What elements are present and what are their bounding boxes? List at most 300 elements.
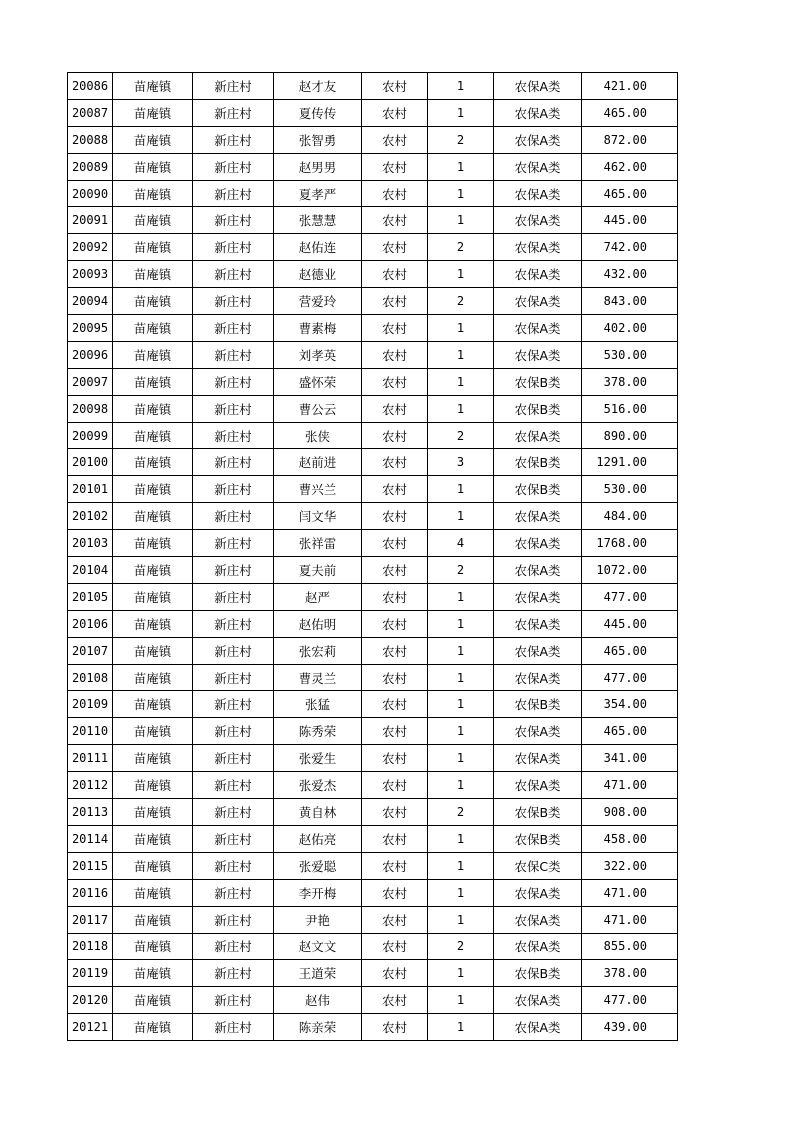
person-name-cell: 赵前进 <box>274 449 362 476</box>
household-type-cell: 农村 <box>362 718 428 745</box>
table-row <box>68 933 678 960</box>
amount-cell: 471.00 <box>582 879 678 906</box>
insurance-category-cell: 农保C类 <box>494 852 582 879</box>
person-name-cell: 陈亲荣 <box>274 1014 362 1041</box>
village-cell: 新庄村 <box>193 1014 274 1041</box>
village-cell: 新庄村 <box>193 825 274 852</box>
member-count-cell: 2 <box>428 126 494 153</box>
table-row <box>68 288 678 315</box>
household-type-cell: 农村 <box>362 852 428 879</box>
member-count-cell: 1 <box>428 261 494 288</box>
household-type-cell: 农村 <box>362 126 428 153</box>
household-type-cell: 农村 <box>362 153 428 180</box>
insurance-category-cell: 农保B类 <box>494 825 582 852</box>
table-row <box>68 99 678 126</box>
town-cell: 苗庵镇 <box>113 852 193 879</box>
household-type-cell: 农村 <box>362 395 428 422</box>
town-cell: 苗庵镇 <box>113 583 193 610</box>
insurance-category-cell: 农保A类 <box>494 99 582 126</box>
amount-cell: 530.00 <box>582 476 678 503</box>
insurance-category-cell: 农保B类 <box>494 449 582 476</box>
amount-cell: 516.00 <box>582 395 678 422</box>
insurance-category-cell: 农保A类 <box>494 153 582 180</box>
record-id-cell: 20102 <box>68 503 113 530</box>
village-cell: 新庄村 <box>193 422 274 449</box>
insurance-category-cell: 农保A类 <box>494 610 582 637</box>
record-id-cell: 20110 <box>68 718 113 745</box>
amount-cell: 872.00 <box>582 126 678 153</box>
record-id-cell: 20087 <box>68 99 113 126</box>
record-id-cell: 20094 <box>68 288 113 315</box>
household-type-cell: 农村 <box>362 315 428 342</box>
record-id-cell: 20106 <box>68 610 113 637</box>
town-cell: 苗庵镇 <box>113 126 193 153</box>
member-count-cell: 1 <box>428 772 494 799</box>
amount-cell: 855.00 <box>582 933 678 960</box>
amount-cell: 484.00 <box>582 503 678 530</box>
member-count-cell: 1 <box>428 852 494 879</box>
person-name-cell: 赵佑明 <box>274 610 362 637</box>
insurance-category-cell: 农保A类 <box>494 583 582 610</box>
household-type-cell: 农村 <box>362 583 428 610</box>
person-name-cell: 张猛 <box>274 691 362 718</box>
amount-cell: 471.00 <box>582 772 678 799</box>
amount-cell: 378.00 <box>582 368 678 395</box>
record-id-cell: 20099 <box>68 422 113 449</box>
village-cell: 新庄村 <box>193 772 274 799</box>
member-count-cell: 1 <box>428 718 494 745</box>
town-cell: 苗庵镇 <box>113 987 193 1014</box>
household-type-cell: 农村 <box>362 207 428 234</box>
person-name-cell: 陈秀荣 <box>274 718 362 745</box>
table-row <box>68 879 678 906</box>
person-name-cell: 盛怀荣 <box>274 368 362 395</box>
household-type-cell: 农村 <box>362 288 428 315</box>
amount-cell: 471.00 <box>582 906 678 933</box>
table-row <box>68 1014 678 1041</box>
person-name-cell: 曹素梅 <box>274 315 362 342</box>
insurance-category-cell: 农保A类 <box>494 503 582 530</box>
person-name-cell: 赵才友 <box>274 73 362 100</box>
village-cell: 新庄村 <box>193 960 274 987</box>
record-id-cell: 20113 <box>68 799 113 826</box>
person-name-cell: 赵文文 <box>274 933 362 960</box>
member-count-cell: 1 <box>428 153 494 180</box>
person-name-cell: 赵佑亮 <box>274 825 362 852</box>
amount-cell: 465.00 <box>582 718 678 745</box>
town-cell: 苗庵镇 <box>113 315 193 342</box>
record-id-cell: 20088 <box>68 126 113 153</box>
town-cell: 苗庵镇 <box>113 449 193 476</box>
record-id-cell: 20105 <box>68 583 113 610</box>
record-id-cell: 20086 <box>68 73 113 100</box>
person-name-cell: 张爱聪 <box>274 852 362 879</box>
insurance-category-cell: 农保A类 <box>494 126 582 153</box>
amount-cell: 1072.00 <box>582 557 678 584</box>
member-count-cell: 3 <box>428 449 494 476</box>
insurance-category-cell: 农保A类 <box>494 207 582 234</box>
insurance-category-cell: 农保B类 <box>494 395 582 422</box>
table-row <box>68 691 678 718</box>
amount-cell: 843.00 <box>582 288 678 315</box>
insurance-category-cell: 农保A类 <box>494 180 582 207</box>
household-type-cell: 农村 <box>362 960 428 987</box>
record-id-cell: 20101 <box>68 476 113 503</box>
record-id-cell: 20091 <box>68 207 113 234</box>
village-cell: 新庄村 <box>193 126 274 153</box>
member-count-cell: 1 <box>428 906 494 933</box>
table-row <box>68 368 678 395</box>
person-name-cell: 夏孝严 <box>274 180 362 207</box>
town-cell: 苗庵镇 <box>113 772 193 799</box>
household-type-cell: 农村 <box>362 906 428 933</box>
town-cell: 苗庵镇 <box>113 637 193 664</box>
amount-cell: 445.00 <box>582 207 678 234</box>
member-count-cell: 1 <box>428 637 494 664</box>
record-id-cell: 20107 <box>68 637 113 664</box>
table-row <box>68 664 678 691</box>
table-row <box>68 906 678 933</box>
town-cell: 苗庵镇 <box>113 153 193 180</box>
record-id-cell: 20100 <box>68 449 113 476</box>
record-id-cell: 20111 <box>68 745 113 772</box>
record-id-cell: 20114 <box>68 825 113 852</box>
table-row <box>68 610 678 637</box>
person-name-cell: 张侠 <box>274 422 362 449</box>
table-row <box>68 772 678 799</box>
record-id-cell: 20121 <box>68 1014 113 1041</box>
village-cell: 新庄村 <box>193 368 274 395</box>
member-count-cell: 1 <box>428 1014 494 1041</box>
household-type-cell: 农村 <box>362 422 428 449</box>
record-id-cell: 20119 <box>68 960 113 987</box>
table-row <box>68 718 678 745</box>
member-count-cell: 1 <box>428 315 494 342</box>
village-cell: 新庄村 <box>193 718 274 745</box>
household-type-cell: 农村 <box>362 664 428 691</box>
member-count-cell: 1 <box>428 180 494 207</box>
roster-body <box>68 73 678 1041</box>
record-id-cell: 20103 <box>68 530 113 557</box>
table-row <box>68 476 678 503</box>
household-type-cell: 农村 <box>362 879 428 906</box>
record-id-cell: 20104 <box>68 557 113 584</box>
insurance-category-cell: 农保A类 <box>494 718 582 745</box>
table-row <box>68 395 678 422</box>
table-row <box>68 234 678 261</box>
insurance-category-cell: 农保A类 <box>494 933 582 960</box>
household-type-cell: 农村 <box>362 691 428 718</box>
village-cell: 新庄村 <box>193 691 274 718</box>
town-cell: 苗庵镇 <box>113 341 193 368</box>
person-name-cell: 夏传传 <box>274 99 362 126</box>
amount-cell: 439.00 <box>582 1014 678 1041</box>
person-name-cell: 赵男男 <box>274 153 362 180</box>
town-cell: 苗庵镇 <box>113 368 193 395</box>
village-cell: 新庄村 <box>193 476 274 503</box>
town-cell: 苗庵镇 <box>113 718 193 745</box>
household-type-cell: 农村 <box>362 610 428 637</box>
table-row <box>68 852 678 879</box>
table-row <box>68 449 678 476</box>
village-cell: 新庄村 <box>193 637 274 664</box>
amount-cell: 530.00 <box>582 341 678 368</box>
town-cell: 苗庵镇 <box>113 503 193 530</box>
household-type-cell: 农村 <box>362 933 428 960</box>
table-row <box>68 503 678 530</box>
village-cell: 新庄村 <box>193 906 274 933</box>
table-row <box>68 341 678 368</box>
household-type-cell: 农村 <box>362 99 428 126</box>
insurance-category-cell: 农保B类 <box>494 476 582 503</box>
town-cell: 苗庵镇 <box>113 530 193 557</box>
table-row <box>68 583 678 610</box>
amount-cell: 378.00 <box>582 960 678 987</box>
amount-cell: 341.00 <box>582 745 678 772</box>
member-count-cell: 1 <box>428 503 494 530</box>
insurance-category-cell: 农保B类 <box>494 691 582 718</box>
insurance-category-cell: 农保A类 <box>494 73 582 100</box>
insurance-category-cell: 农保A类 <box>494 906 582 933</box>
person-name-cell: 张祥雷 <box>274 530 362 557</box>
town-cell: 苗庵镇 <box>113 960 193 987</box>
household-type-cell: 农村 <box>362 1014 428 1041</box>
person-name-cell: 张爱生 <box>274 745 362 772</box>
table-row <box>68 987 678 1014</box>
village-cell: 新庄村 <box>193 852 274 879</box>
town-cell: 苗庵镇 <box>113 261 193 288</box>
record-id-cell: 20112 <box>68 772 113 799</box>
town-cell: 苗庵镇 <box>113 180 193 207</box>
record-id-cell: 20117 <box>68 906 113 933</box>
amount-cell: 477.00 <box>582 987 678 1014</box>
member-count-cell: 1 <box>428 99 494 126</box>
table-row <box>68 530 678 557</box>
member-count-cell: 1 <box>428 987 494 1014</box>
person-name-cell: 夏夫前 <box>274 557 362 584</box>
insurance-category-cell: 农保A类 <box>494 745 582 772</box>
amount-cell: 477.00 <box>582 664 678 691</box>
household-type-cell: 农村 <box>362 637 428 664</box>
insurance-category-cell: 农保A类 <box>494 288 582 315</box>
town-cell: 苗庵镇 <box>113 476 193 503</box>
household-type-cell: 农村 <box>362 745 428 772</box>
town-cell: 苗庵镇 <box>113 234 193 261</box>
village-cell: 新庄村 <box>193 180 274 207</box>
amount-cell: 458.00 <box>582 825 678 852</box>
village-cell: 新庄村 <box>193 261 274 288</box>
record-id-cell: 20108 <box>68 664 113 691</box>
person-name-cell: 张爱杰 <box>274 772 362 799</box>
table-row <box>68 315 678 342</box>
town-cell: 苗庵镇 <box>113 745 193 772</box>
town-cell: 苗庵镇 <box>113 906 193 933</box>
table-row <box>68 557 678 584</box>
village-cell: 新庄村 <box>193 73 274 100</box>
person-name-cell: 曹兴兰 <box>274 476 362 503</box>
amount-cell: 477.00 <box>582 583 678 610</box>
record-id-cell: 20093 <box>68 261 113 288</box>
village-cell: 新庄村 <box>193 315 274 342</box>
member-count-cell: 1 <box>428 664 494 691</box>
member-count-cell: 2 <box>428 557 494 584</box>
table-row <box>68 180 678 207</box>
member-count-cell: 2 <box>428 234 494 261</box>
village-cell: 新庄村 <box>193 557 274 584</box>
village-cell: 新庄村 <box>193 449 274 476</box>
record-id-cell: 20115 <box>68 852 113 879</box>
table-row <box>68 73 678 100</box>
town-cell: 苗庵镇 <box>113 422 193 449</box>
amount-cell: 890.00 <box>582 422 678 449</box>
town-cell: 苗庵镇 <box>113 207 193 234</box>
table-row <box>68 153 678 180</box>
household-type-cell: 农村 <box>362 180 428 207</box>
amount-cell: 432.00 <box>582 261 678 288</box>
village-cell: 新庄村 <box>193 153 274 180</box>
amount-cell: 445.00 <box>582 610 678 637</box>
village-cell: 新庄村 <box>193 987 274 1014</box>
village-cell: 新庄村 <box>193 610 274 637</box>
amount-cell: 354.00 <box>582 691 678 718</box>
insurance-category-cell: 农保A类 <box>494 879 582 906</box>
village-cell: 新庄村 <box>193 99 274 126</box>
insurance-category-cell: 农保A类 <box>494 530 582 557</box>
household-type-cell: 农村 <box>362 987 428 1014</box>
record-id-cell: 20095 <box>68 315 113 342</box>
member-count-cell: 4 <box>428 530 494 557</box>
member-count-cell: 1 <box>428 879 494 906</box>
table-row <box>68 637 678 664</box>
household-type-cell: 农村 <box>362 368 428 395</box>
member-count-cell: 1 <box>428 960 494 987</box>
person-name-cell: 张智勇 <box>274 126 362 153</box>
member-count-cell: 2 <box>428 933 494 960</box>
household-type-cell: 农村 <box>362 557 428 584</box>
person-name-cell: 李开梅 <box>274 879 362 906</box>
insurance-category-cell: 农保A类 <box>494 637 582 664</box>
village-cell: 新庄村 <box>193 288 274 315</box>
insurance-category-cell: 农保B类 <box>494 799 582 826</box>
table-row <box>68 261 678 288</box>
insurance-category-cell: 农保A类 <box>494 422 582 449</box>
amount-cell: 465.00 <box>582 637 678 664</box>
member-count-cell: 1 <box>428 610 494 637</box>
amount-cell: 1768.00 <box>582 530 678 557</box>
household-type-cell: 农村 <box>362 261 428 288</box>
member-count-cell: 1 <box>428 207 494 234</box>
record-id-cell: 20090 <box>68 180 113 207</box>
amount-cell: 742.00 <box>582 234 678 261</box>
amount-cell: 322.00 <box>582 852 678 879</box>
amount-cell: 402.00 <box>582 315 678 342</box>
town-cell: 苗庵镇 <box>113 610 193 637</box>
town-cell: 苗庵镇 <box>113 1014 193 1041</box>
benefit-roster-table <box>67 72 678 1041</box>
record-id-cell: 20118 <box>68 933 113 960</box>
record-id-cell: 20109 <box>68 691 113 718</box>
household-type-cell: 农村 <box>362 503 428 530</box>
village-cell: 新庄村 <box>193 341 274 368</box>
amount-cell: 465.00 <box>582 99 678 126</box>
insurance-category-cell: 农保A类 <box>494 1014 582 1041</box>
member-count-cell: 1 <box>428 341 494 368</box>
insurance-category-cell: 农保A类 <box>494 772 582 799</box>
member-count-cell: 1 <box>428 368 494 395</box>
person-name-cell: 尹艳 <box>274 906 362 933</box>
member-count-cell: 1 <box>428 395 494 422</box>
town-cell: 苗庵镇 <box>113 395 193 422</box>
person-name-cell: 曹灵兰 <box>274 664 362 691</box>
town-cell: 苗庵镇 <box>113 879 193 906</box>
amount-cell: 465.00 <box>582 180 678 207</box>
person-name-cell: 曹公云 <box>274 395 362 422</box>
person-name-cell: 赵德业 <box>274 261 362 288</box>
member-count-cell: 1 <box>428 745 494 772</box>
village-cell: 新庄村 <box>193 207 274 234</box>
insurance-category-cell: 农保B类 <box>494 368 582 395</box>
person-name-cell: 黄自林 <box>274 799 362 826</box>
town-cell: 苗庵镇 <box>113 99 193 126</box>
amount-cell: 908.00 <box>582 799 678 826</box>
amount-cell: 462.00 <box>582 153 678 180</box>
insurance-category-cell: 农保A类 <box>494 315 582 342</box>
town-cell: 苗庵镇 <box>113 664 193 691</box>
member-count-cell: 1 <box>428 691 494 718</box>
member-count-cell: 2 <box>428 422 494 449</box>
town-cell: 苗庵镇 <box>113 825 193 852</box>
household-type-cell: 农村 <box>362 449 428 476</box>
town-cell: 苗庵镇 <box>113 933 193 960</box>
village-cell: 新庄村 <box>193 879 274 906</box>
person-name-cell: 赵伟 <box>274 987 362 1014</box>
table-row <box>68 799 678 826</box>
village-cell: 新庄村 <box>193 664 274 691</box>
village-cell: 新庄村 <box>193 503 274 530</box>
insurance-category-cell: 农保A类 <box>494 664 582 691</box>
household-type-cell: 农村 <box>362 530 428 557</box>
table-row <box>68 825 678 852</box>
record-id-cell: 20120 <box>68 987 113 1014</box>
member-count-cell: 1 <box>428 73 494 100</box>
record-id-cell: 20092 <box>68 234 113 261</box>
member-count-cell: 2 <box>428 799 494 826</box>
insurance-category-cell: 农保A类 <box>494 261 582 288</box>
table-row <box>68 126 678 153</box>
member-count-cell: 1 <box>428 476 494 503</box>
household-type-cell: 农村 <box>362 799 428 826</box>
village-cell: 新庄村 <box>193 745 274 772</box>
person-name-cell: 营爱玲 <box>274 288 362 315</box>
record-id-cell: 20116 <box>68 879 113 906</box>
insurance-category-cell: 农保A类 <box>494 557 582 584</box>
insurance-category-cell: 农保A类 <box>494 341 582 368</box>
insurance-category-cell: 农保A类 <box>494 987 582 1014</box>
person-name-cell: 张宏莉 <box>274 637 362 664</box>
household-type-cell: 农村 <box>362 341 428 368</box>
table-row <box>68 960 678 987</box>
household-type-cell: 农村 <box>362 825 428 852</box>
amount-cell: 421.00 <box>582 73 678 100</box>
record-id-cell: 20089 <box>68 153 113 180</box>
record-id-cell: 20096 <box>68 341 113 368</box>
town-cell: 苗庵镇 <box>113 799 193 826</box>
person-name-cell: 闫文华 <box>274 503 362 530</box>
member-count-cell: 1 <box>428 583 494 610</box>
village-cell: 新庄村 <box>193 933 274 960</box>
person-name-cell: 赵佑连 <box>274 234 362 261</box>
village-cell: 新庄村 <box>193 799 274 826</box>
